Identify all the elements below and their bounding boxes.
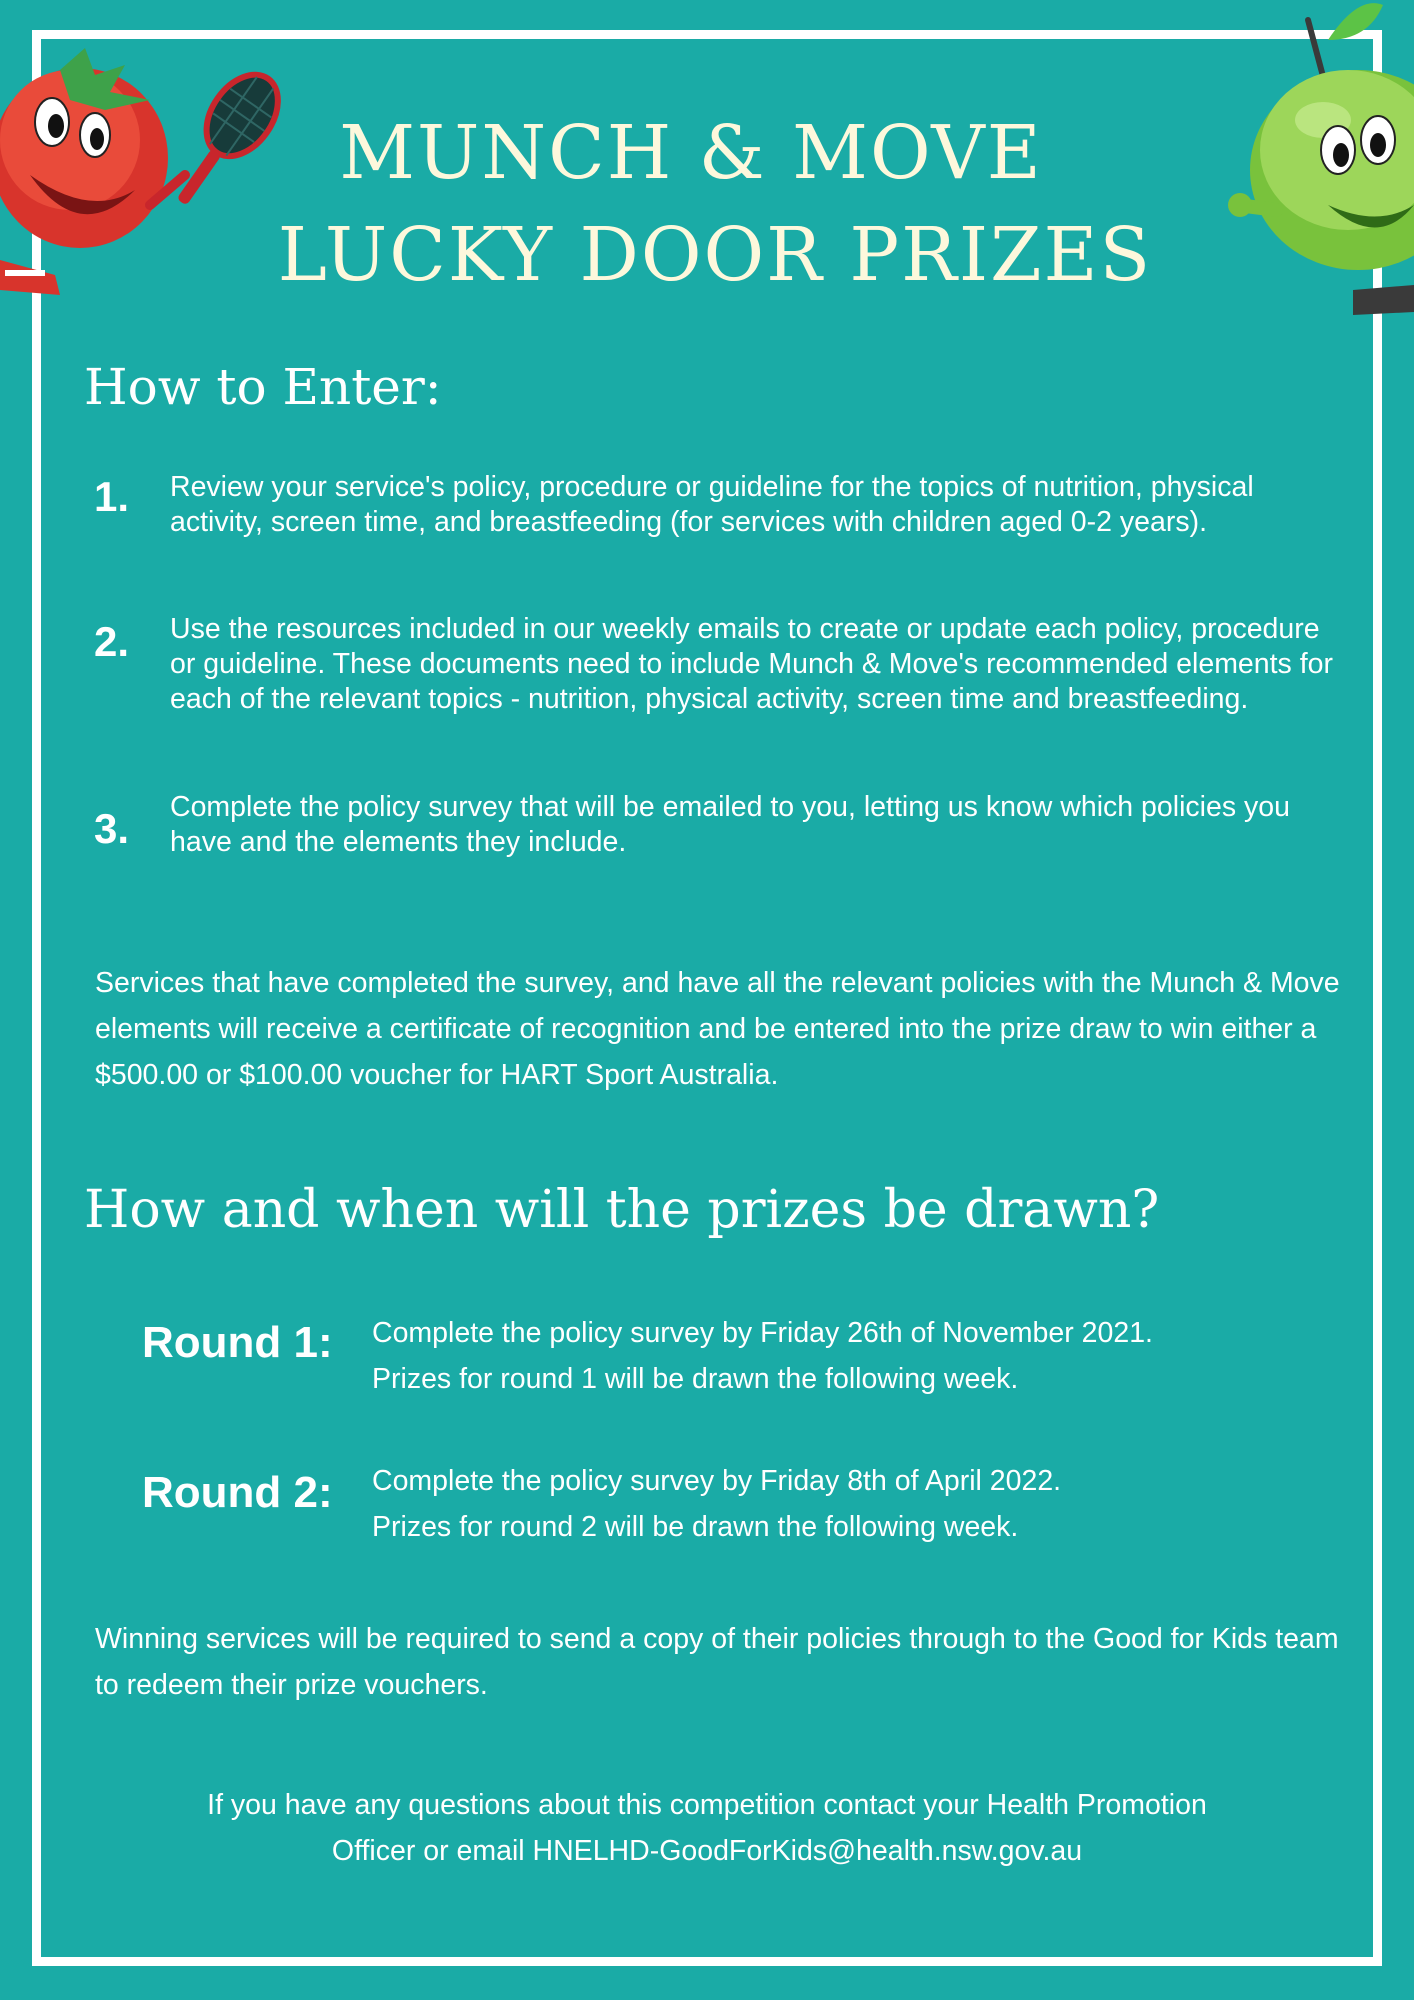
round-1-label: Round 1: [142,1318,333,1367]
round-1-text [372,1310,1352,1402]
round-2-text [372,1458,1352,1550]
contact-line-1: If you have any questions about this competition contact your Health Promotion [207,1789,1207,1821]
round-1-draw-info: Prizes for round 1 will be drawn the following week. [372,1363,1019,1395]
step-1-number: 1. [94,473,130,520]
step-3-text: Complete the policy survey that will be emailed to you, letting us know which policies you have and the elements they include. [170,791,1290,858]
round-1-deadline: Complete the policy survey by Friday 26th of November 2021. [372,1317,1153,1349]
contact-text [80,1782,1334,1874]
round-2-draw-info: Prizes for round 2 will be drawn the following week. [372,1511,1019,1543]
round-2-deadline: Complete the policy survey by Friday 8th of April 2022. [372,1465,1062,1497]
step-2-number: 2. [94,618,130,665]
step-2-text: Use the resources included in our weekly emails to create or update each policy, procedure or guideline. These documents need to include Munch & Move's recommended elements for each of the relevant topics - nutrition, physical activity, screen time and breastfeeding. [170,613,1333,715]
title-line-2: LUCKY DOOR PRIZES [277,212,1153,298]
step-3-number: 3. [94,805,130,852]
how-to-enter-heading: How to Enter: [84,358,442,416]
title-line-1: MUNCH & MOVE [339,110,1043,196]
round-2-label: Round 2: [142,1468,333,1517]
eligibility-text: Services that have completed the survey, and have all the relevant policies with the Munch & Move elements will receive a certificate of recognition and be entered into the prize draw to win either a $500.00 or $100.00 voucher for HART Sport Australia. [95,967,1340,1091]
contact-line-2: Officer or email HNELHD-GoodForKids@health.nsw.gov.au [331,1835,1083,1867]
prize-draw-heading: How and when will the prizes be drawn? [84,1180,1160,1240]
winning-text: Winning services will be required to send a copy of their policies through to the Good for Kids team to redeem their prize vouchers. [95,1623,1339,1701]
step-1-text: Review your service's policy, procedure or guideline for the topics of nutrition, physical activity, screen time, and breastfeeding (for services with children aged 0-2 years). [170,471,1254,538]
